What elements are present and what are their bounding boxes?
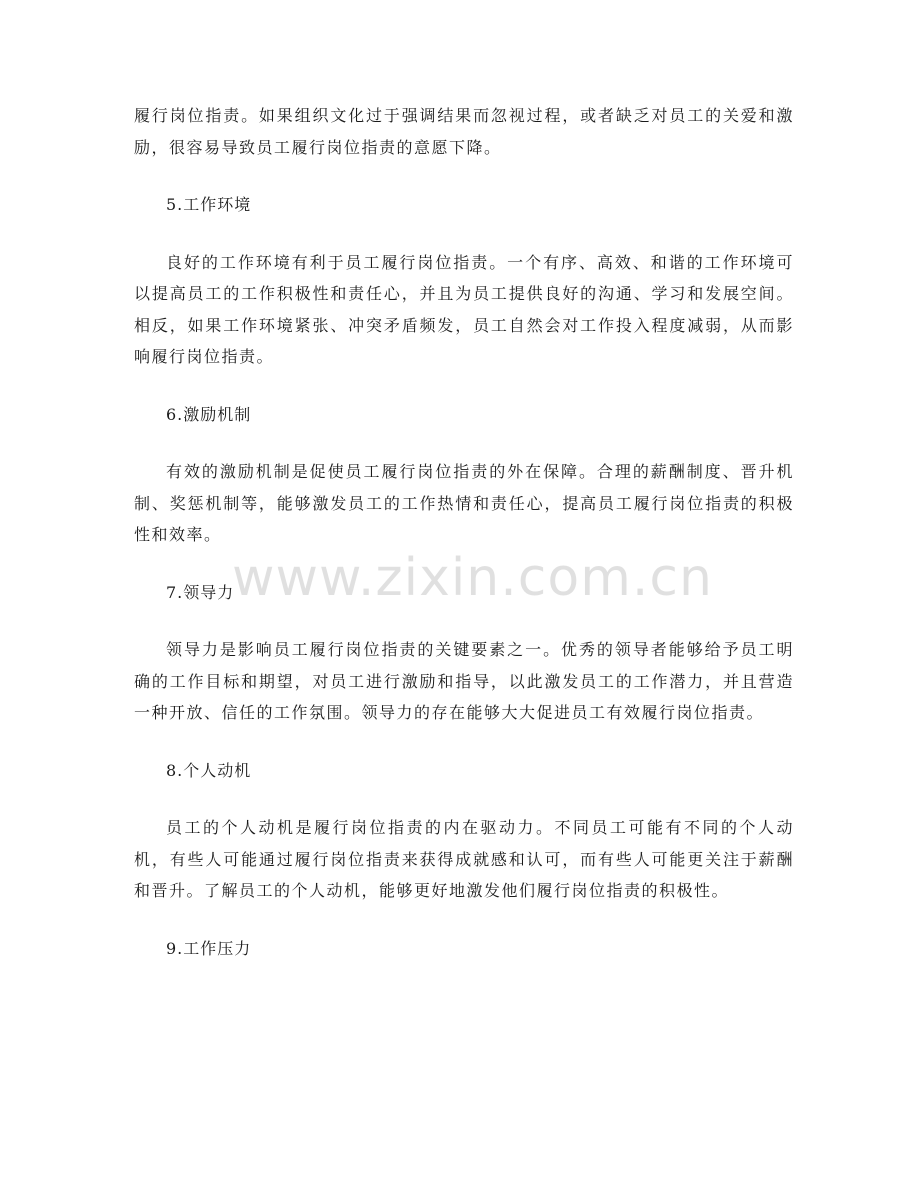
paragraph-work-environment: 良好的工作环境有利于员工履行岗位指责。一个有序、高效、和谐的工作环境可以提高员工的工作积极性和责任心，并且为员工提供良好的沟通、学习和发展空间。相反，如果工作环境紧张、冲突矛盾频发，员工自然会对工作投入程度减弱，从而影响履行岗位指责。: [134, 252, 794, 366]
section-heading-personal-motivation: 8.个人动机: [166, 760, 252, 780]
section-heading-work-pressure: 9.工作压力: [166, 938, 252, 958]
section-heading-work-environment: 5.工作环境: [166, 195, 252, 214]
paragraph-leadership: 领导力是影响员工履行岗位指责的关键要素之一。优秀的领导者能够给予员工明确的工作目标和期望，对员工进行激励和指导，以此激发员工的工作潜力，并且营造一种开放、信任的工作氛围。领导力的存在能够大大促进员工有效履行岗位指责。: [134, 640, 794, 722]
paragraph-incentive-mechanism: 有效的激励机制是促使员工履行岗位指责的外在保障。合理的薪酬制度、晋升机制、奖惩机制等，能够激发员工的工作热情和责任心，提高员工履行岗位指责的积极性和效率。: [134, 462, 794, 544]
watermark: www.zixin.com.cn: [232, 548, 713, 608]
paragraph-continuation: 履行岗位指责。如果组织文化过于强调结果而忽视过程，或者缺乏对员工的关爱和激励，很容易导致员工履行岗位指责的意愿下降。: [134, 106, 794, 157]
document-page: [134, 100, 794, 990]
section-heading-incentive-mechanism: 6.激励机制: [166, 404, 252, 424]
section-heading-leadership: 7.领导力: [166, 582, 235, 602]
paragraph-personal-motivation: 员工的个人动机是履行岗位指责的内在驱动力。不同员工可能有不同的个人动机，有些人可能通过履行岗位指责来获得成就感和认可，而有些人可能更关注于薪酬和晋升。了解员工的个人动机，能够更好地激发他们履行岗位指责的积极性。: [134, 818, 794, 900]
